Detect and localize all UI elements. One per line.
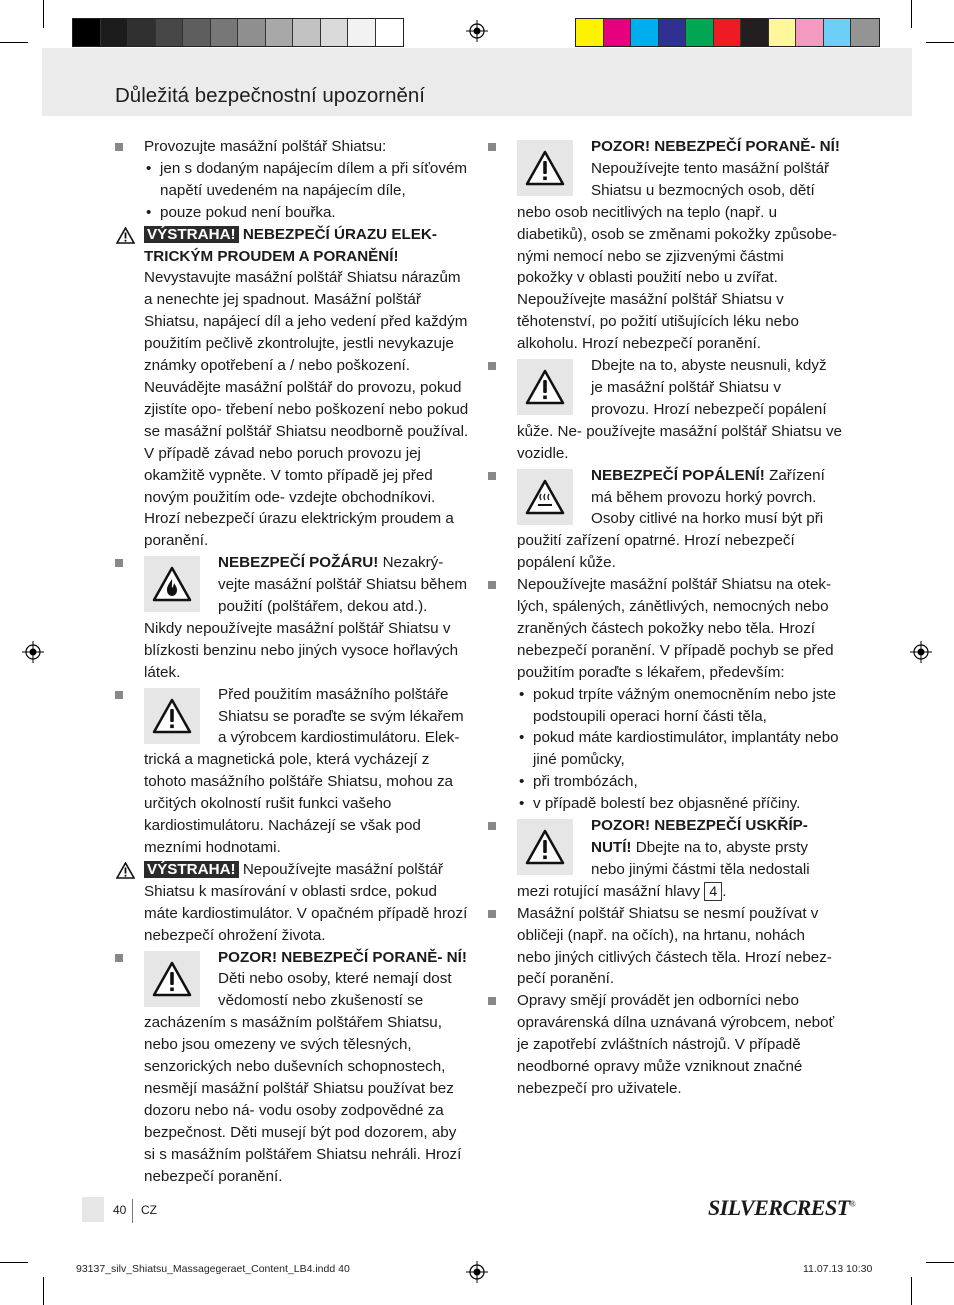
injury-heading: POZOR! NEBEZPEČÍ PORANĚ- NÍ! — [218, 948, 467, 966]
bullet-text: • pokud trpíte vážným onemocněním nebo jste podstoupili operaci horní části těla, — [517, 684, 842, 728]
crush-end: . — [722, 882, 727, 900]
footer-tab — [82, 1197, 104, 1222]
warning-label: VÝSTRAHA! — [144, 861, 239, 878]
registration-mark-icon — [466, 20, 488, 42]
icon-box — [517, 819, 573, 875]
icon-box — [144, 556, 200, 612]
brand-logo — [708, 1195, 855, 1221]
color-swatch — [266, 19, 294, 46]
square-bullet-icon — [115, 691, 123, 699]
slug-filename: 93137_silv_Shiatsu_Massagegeraet_Content_LB4.indd 40 — [76, 1263, 350, 1275]
square-bullet-icon — [115, 143, 123, 151]
list-item — [517, 990, 842, 1100]
warning-triangle-icon — [525, 369, 565, 405]
grayscale-calibration-bar — [72, 18, 404, 47]
part-reference: 4 — [704, 882, 722, 901]
registration-mark-icon — [910, 641, 932, 663]
item-text: Dbejte na to, abyste neusnuli, když je masážní polštář Shiatsu v provozu. Hrozí nebezpečí popálení kůže. Ne- používejte masážní polštář Shiatsu ve vozidle. — [517, 357, 843, 462]
warning-heading: NEBEZPEČÍ ÚRAZU ELEK- TRICKÝM PROUDEM A PORANĚNÍ! — [144, 225, 437, 265]
color-swatch — [631, 19, 659, 46]
warning-triangle-icon — [116, 862, 135, 879]
list-item — [517, 574, 842, 815]
crop-mark — [911, 0, 912, 28]
square-bullet-icon — [488, 822, 496, 830]
list-item — [517, 815, 842, 903]
item-text: Před použitím masážního polštáře Shiatsu se poraďte se svým lékařem a výrobcem kardiostimulátoru. Elek- trická a magnetická pole, která vycházejí z tohoto masážního polštáře Shiatsu, mohou za určitých okolností rušit funkci vašeho kardiostimulátoru. Nacházejí se však pod mezními hodnotami. — [144, 685, 464, 856]
color-swatch — [851, 19, 879, 46]
list-item — [144, 552, 469, 683]
color-swatch — [293, 19, 321, 46]
square-bullet-icon — [488, 581, 496, 589]
item-text: Nepoužívejte masážní polštář Shiatsu na otek- lých, spálených, zánětlivých, nemocných nebo zraněných částech pokožky nebo těla. Hrozí nebezpečí poranění. V případě pochyb se před použitím poraďte s lékařem, především: — [517, 576, 834, 681]
bullet-text: • při trombózách, — [517, 771, 842, 793]
icon-box — [144, 951, 200, 1007]
registration-mark-icon — [22, 641, 44, 663]
color-swatch — [101, 19, 129, 46]
icon-box — [144, 688, 200, 744]
color-swatch — [659, 19, 687, 46]
slug-date: 11.07.13 10:30 — [803, 1263, 873, 1275]
registered-mark: ® — [849, 1199, 856, 1209]
list-item — [144, 684, 469, 859]
language-code: CZ — [141, 1203, 157, 1217]
color-swatch — [741, 19, 769, 46]
square-bullet-icon — [115, 559, 123, 567]
square-bullet-icon — [488, 472, 496, 480]
color-swatch — [686, 19, 714, 46]
color-swatch — [211, 19, 239, 46]
burn-heading: NEBEZPEČÍ POPÁLENÍ! — [591, 466, 765, 484]
color-swatch — [604, 19, 632, 46]
item-text: Masážní polštář Shiatsu se nesmí používat v obličeji (např. na očích), na hrtanu, nohách nebo jiných citlivých částech těla. Hrozí nebez- pečí poranění. — [517, 904, 832, 988]
icon-box — [517, 140, 573, 196]
warning-triangle-icon — [116, 227, 135, 244]
warning-triangle-icon — [152, 698, 192, 734]
warning-text — [144, 859, 469, 947]
color-swatch — [376, 19, 404, 46]
list-item — [144, 136, 469, 224]
color-swatch — [796, 19, 824, 46]
color-swatch — [576, 19, 604, 46]
color-swatch — [824, 19, 852, 46]
injury2-body: Nepoužívejte tento masážní polštář Shiatsu u bezmocných osob, dětí nebo osob necitlivých na teplo (např. u diabetiků), osob se změnami pokožky způsobe- nými nemocí nebo se zjizvenými částmi pokožky v oblasti použití nebo u zvířat. Nepoužívejte masážní polštář Shiatsu v těhotenství, po požití utišujících léku nebo alkoholu. Hrozí nebezpečí poranění. — [517, 159, 837, 353]
brand-part-b: CREST — [782, 1195, 850, 1220]
bullet-text: • jen s dodaným napájecím dílem a při síťovém napětí uvedeném na napájecím díle, — [144, 158, 469, 202]
icon-box — [517, 469, 573, 525]
list-item — [517, 903, 842, 991]
color-swatch — [238, 19, 266, 46]
color-swatch — [769, 19, 797, 46]
warning-body: Nevystavujte masážní polštář Shiatsu nárazům a nenechte jej spadnout. Masážní polštář Shiatsu, napájecí díl a jeho vedení před každým použitím pečlivě zkontrolujte, jestli nevykazuje známky opotřebení a / nebo poškození. Neuvádějte masážní polštář do provozu, pokud zjistíte opo- třebení nebo poškození nebo pokud se masážní polštář Shiatsu neodborně používal. V případě závad nebo poruch provozu jej okamžitě vypněte. V tomto případě jej před novým použitím ode- vzdejte obchodníkovi. Hrozí nebezpečí úrazu elektrickým proudem a poranění. — [144, 269, 469, 550]
list-item — [517, 136, 842, 355]
burn-body: Zařízení má během provozu horký povrch. Osoby citlivé na horko musí být při použití zařízení opatrné. Hrozí nebezpečí popálení kůže. — [517, 466, 825, 572]
warning-triangle-icon — [152, 961, 192, 997]
crush-body: Dbejte na to, abyste prsty nebo jinými částmi těla nedostali mezi rotující masážní hlavy — [517, 839, 810, 900]
page-number: 40 — [113, 1203, 127, 1217]
hot-surface-icon — [525, 479, 565, 515]
crop-mark — [0, 42, 28, 43]
list-item — [144, 947, 469, 1188]
fire-heading: NEBEZPEČÍ POŽÁRU! — [218, 554, 379, 572]
item-text: Provozujte masážní polštář Shiatsu: — [144, 138, 387, 155]
bullet-text: • pouze pokud není bouřka. — [144, 202, 469, 224]
crop-mark — [911, 1277, 912, 1305]
warning-text — [144, 224, 469, 268]
color-swatch — [156, 19, 184, 46]
brand-part-a: SILVER — [708, 1195, 783, 1220]
crop-mark — [0, 1262, 28, 1263]
square-bullet-icon — [115, 954, 123, 962]
color-swatch — [321, 19, 349, 46]
warning-triangle-icon — [525, 829, 565, 865]
square-bullet-icon — [488, 910, 496, 918]
warning-block — [144, 224, 469, 553]
square-bullet-icon — [488, 362, 496, 370]
color-calibration-bar — [575, 18, 880, 47]
list-item — [517, 355, 842, 465]
crop-mark — [43, 0, 44, 28]
bullet-text: • v případě bolestí bez objasněné příčiny. — [517, 793, 842, 815]
crop-mark — [926, 42, 954, 43]
registration-mark-icon — [466, 1261, 488, 1283]
warning-block — [144, 859, 469, 947]
crop-mark — [926, 1262, 954, 1263]
color-swatch — [128, 19, 156, 46]
page-title: Důležitá bezpečnostní upozornění — [115, 84, 425, 107]
square-bullet-icon — [488, 143, 496, 151]
injury-body: Děti nebo osoby, které nemají dost vědomostí nebo zkušeností se zacházením s masážním polštářem Shiatsu, nebo jsou omezeny ve svých tělesných, senzorických nebo duševních schopnostech, nesmějí masážní polštář Shiatsu používat bez dozoru nebo ná- vodu osoby zodpovědné za bezpečnost. Děti musejí být pod dozorem, aby si s masážním polštářem Shiatsu nehráli. Hrozí nebezpečí poranění. — [144, 970, 462, 1185]
warning-label: VÝSTRAHA! — [144, 226, 239, 243]
color-swatch — [73, 19, 101, 46]
crush-heading: POZOR! NEBEZPEČÍ USKŘÍP- NUTÍ! — [591, 817, 808, 856]
square-bullet-icon — [488, 997, 496, 1005]
bullet-text: • pokud máte kardiostimulátor, implantáty nebo jiné pomůcky, — [517, 727, 842, 771]
footer-divider — [132, 1199, 133, 1223]
right-column — [517, 136, 842, 1100]
color-swatch — [714, 19, 742, 46]
crop-mark — [43, 1277, 44, 1305]
fire-warning-icon — [152, 566, 192, 602]
item-text: Opravy smějí provádět jen odborníci nebo opravárenská dílna uznávaná výrobcem, neboť je zapotřebí zvláštních nástrojů. V případě neodborné opravy může vzniknout značné nebezpečí pro uživatele. — [517, 992, 835, 1097]
color-swatch — [348, 19, 376, 46]
warning-triangle-icon — [525, 150, 565, 186]
injury2-heading: POZOR! NEBEZPEČÍ PORANĚ- NÍ! — [591, 138, 840, 155]
icon-box — [517, 359, 573, 415]
color-swatch — [183, 19, 211, 46]
fire-body: Nezakrý- vejte masážní polštář Shiatsu během použití (polštářem, dekou atd.). Nikdy nepoužívejte masážní polštář Shiatsu v blízkosti benzinu nebo jiných vysoce hořlavých látek. — [144, 554, 468, 681]
list-item — [517, 465, 842, 575]
warning-body: Nepoužívejte masážní polštář Shiatsu k masírování v oblasti srdce, pokud máte kardiostimulátor. V opačném případě hrozí nebezpečí ohrožení života. — [144, 860, 468, 944]
left-column — [144, 136, 469, 1188]
